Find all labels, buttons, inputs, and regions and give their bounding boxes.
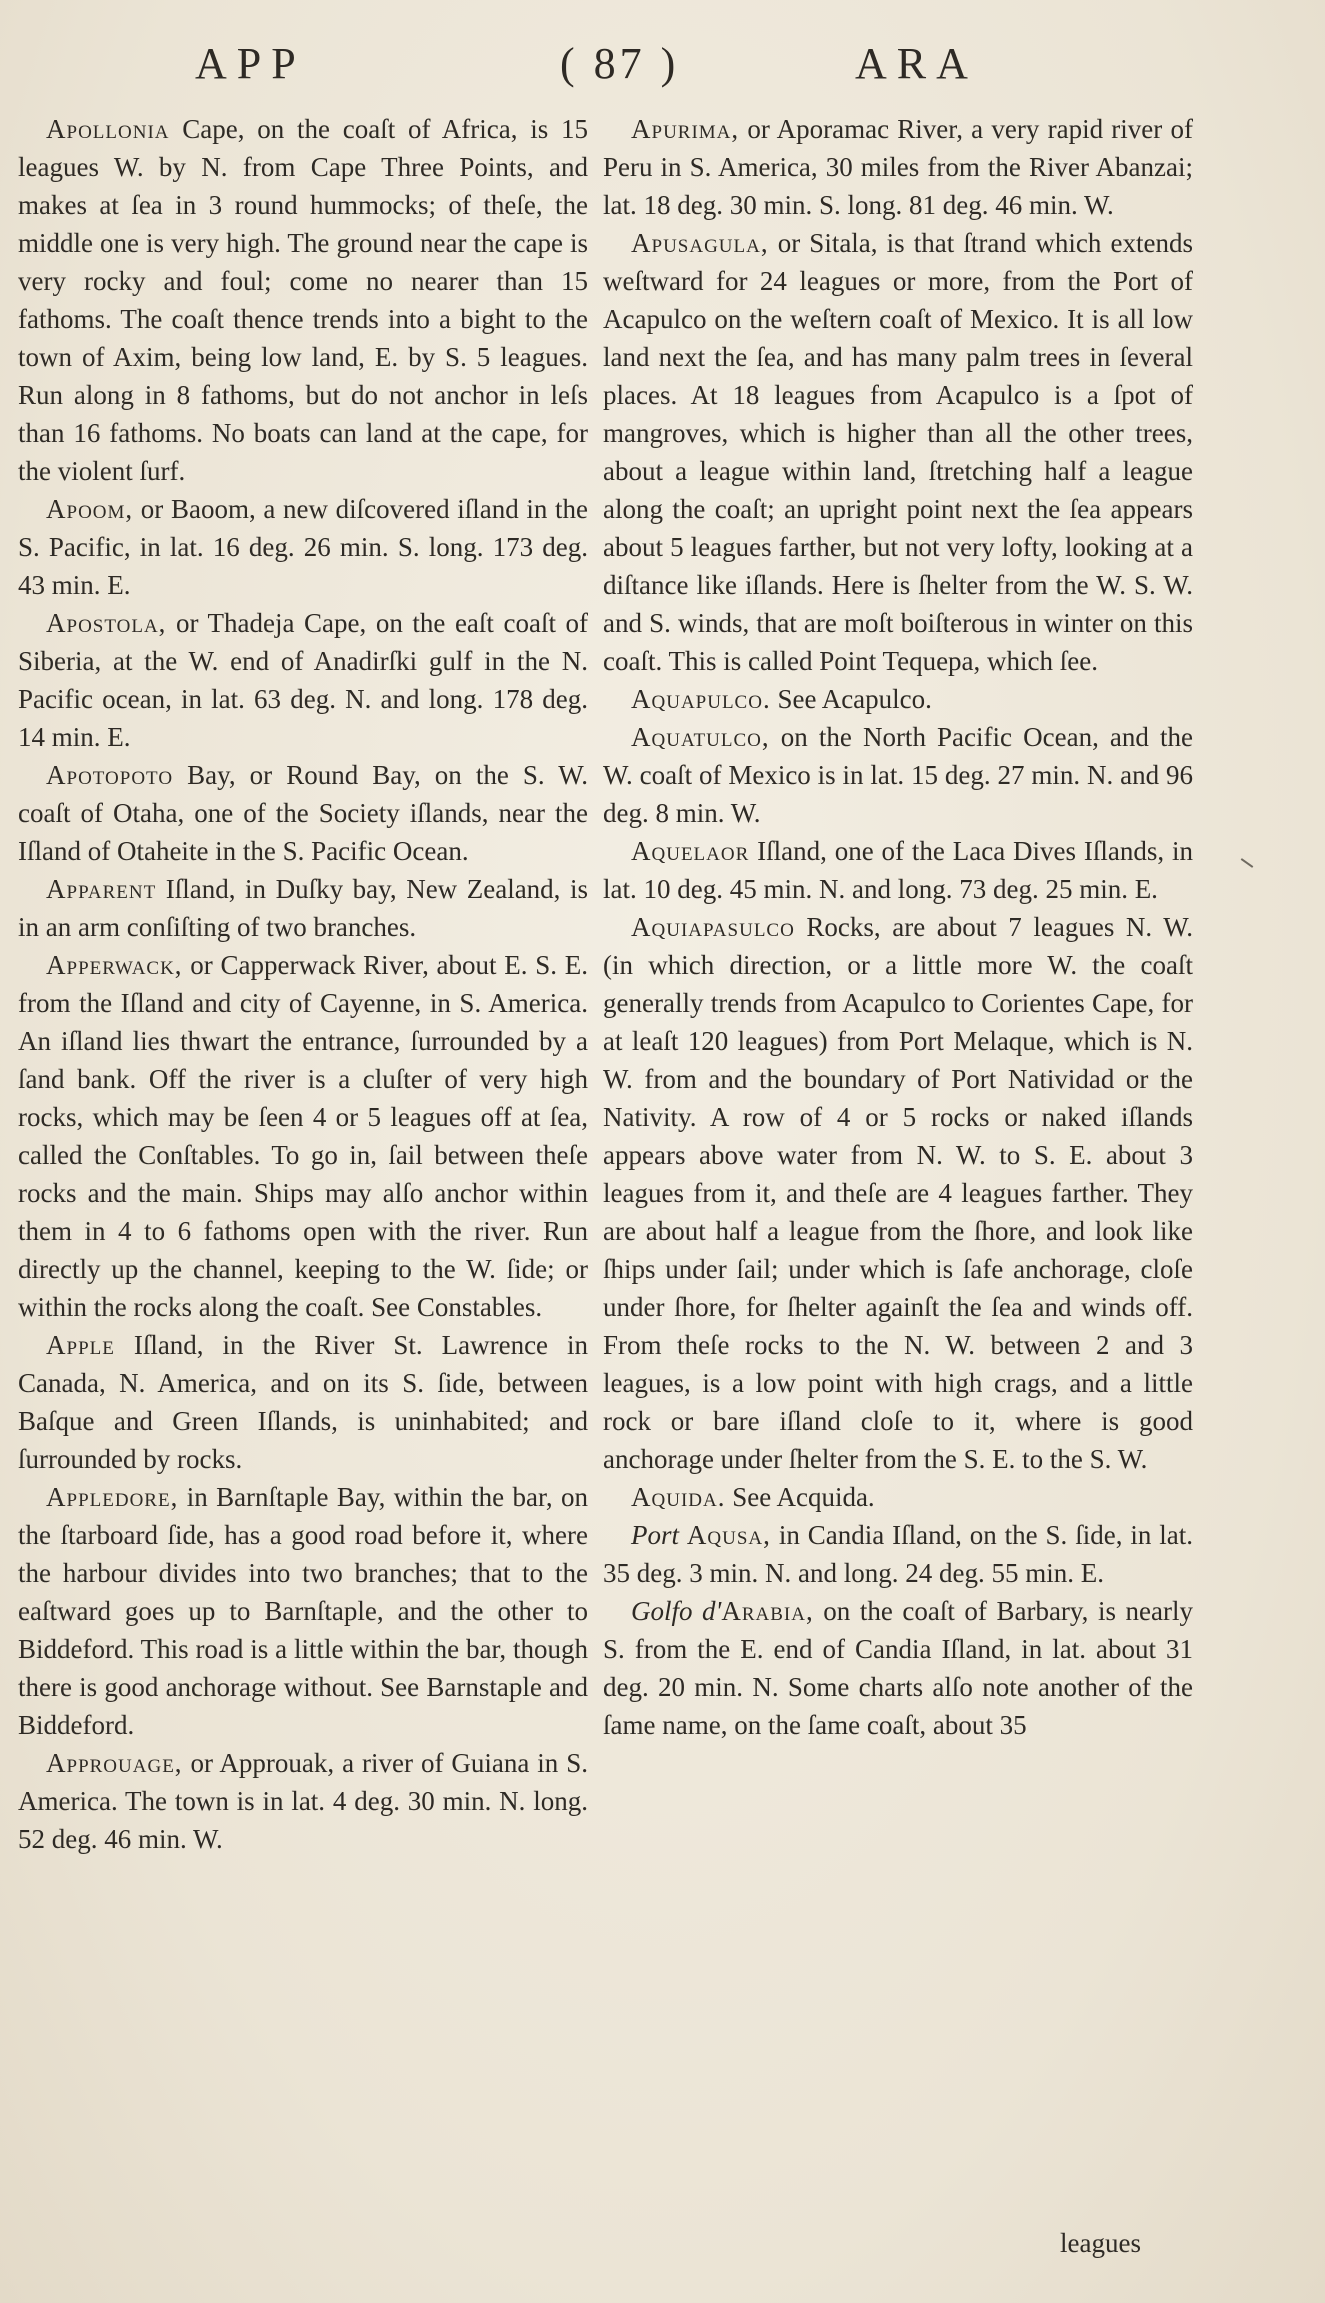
entry-text: Rocks, are about 7 leagues N. W. (in which direction, or a little more W. the coaſt generally trends from Acapulco to Corientes Cape, for at leaſt 120 leagues) from Port Melaque, which is N. W. from and the boundary of Port Natividad or the Nativity. A row of 4 or 5 rocks or naked iſlands appears above water from N. W. to S. E. about 3 leagues from it, and theſe are 4 leagues farther. They are about half a league from the ſhore, and look like ſhips under ſail; under which is ſafe anchorage, cloſe under ſhore, for ſhelter againſt the ſea and winds off. From theſe rocks to the N. W. between 2 and 3 leagues, is a low point with high crags, and a little rock or bare iſland cloſe to it, where is good anchorage under ſhelter from the S. E. to the S. W. [603, 912, 1193, 1474]
margin-mark [1241, 858, 1254, 868]
running-header [0, 30, 1325, 100]
entry-appledore [18, 1478, 588, 1744]
entry-apperwack [18, 946, 588, 1326]
entry-apostola [18, 604, 588, 756]
headword: Appledore, [46, 1482, 179, 1512]
entry-apotopoto [18, 756, 588, 870]
prefix: Golfo d' [631, 1596, 722, 1626]
entry-text: or Thadeja Cape, on the eaſt coaſt of Siberia, at the W. end of Anadirſki gulf in the N. Pacific ocean, in lat. 63 deg. N. and long. 178 deg. 14 min. E. [18, 608, 588, 752]
entry-apoom [18, 490, 588, 604]
entry-aquelaor [603, 832, 1193, 908]
headword: Aquiapasulco [631, 912, 795, 942]
entry-aquida [603, 1478, 1193, 1516]
entry-text: Iſland, in Duſky bay, New Zealand, is in an arm conſiſting of two branches. [18, 874, 588, 942]
entry-text: in Barnſtaple Bay, within the bar, on the ſtarboard ſide, has a good road before it, where the harbour divides into two branches; that to the eaſtward goes up to Barnſtaple, and the other to Biddeford. This road is a little within the bar, though there is good anchorage without. See Barnstaple and Biddeford. [18, 1482, 588, 1740]
headword: Approuage, [46, 1748, 183, 1778]
headword: Apoom, [46, 494, 134, 524]
entry-text: on the North Pacific Ocean, and the W. coaſt of Mexico is in lat. 15 deg. 27 min. N. and 96 deg. 8 min. W. [603, 722, 1193, 828]
entry-arabia [603, 1592, 1193, 1744]
prefix: Port [631, 1520, 680, 1550]
entry-text: or Approuak, a river of Guiana in S. America. The town is in lat. 4 deg. 30 min. N. long. 52 deg. 46 min. W. [18, 1748, 588, 1854]
headword: Apollonia [46, 114, 170, 144]
headword: Apostola, [46, 608, 167, 638]
entry-text: on the coaſt of Barbary, is nearly S. from the E. end of Candia Iſland, in lat. about 31 deg. 20 min. N. Some charts alſo note another of the ſame name, on the ſame coaſt, about 35 [603, 1596, 1194, 1740]
entry-text: Iſland, in the River St. Lawrence in Canada, N. America, and on its S. ſide, between Baſque and Green Iſlands, is uninhabited; and ſurrounded by rocks. [18, 1330, 588, 1474]
entry-apusagula [603, 224, 1193, 680]
entry-text: or Baoom, a new diſcovered iſland in the S. Pacific, in lat. 16 deg. 26 min. S. long. 173 deg. 43 min. E. [18, 494, 588, 600]
headword: Arabia, [721, 1596, 814, 1626]
entry-text: See Acquida. [725, 1482, 875, 1512]
entry-text: See Acapulco. [770, 684, 932, 714]
entry-text: Iſland, one of the Laca Dives Iſlands, in lat. 10 deg. 45 min. N. and long. 73 deg. 25 min. E. [603, 836, 1193, 904]
catchword: leagues [1060, 2228, 1141, 2258]
headword: Aquatulco, [631, 722, 770, 752]
entry-text: Bay, or Round Bay, on the S. W. coaſt of Otaha, one of the Society iſlands, near the Iſland of Otaheite in the S. Pacific Ocean. [18, 760, 588, 866]
entry-aquiapasulco [603, 908, 1193, 1478]
headword: Aquida. [631, 1482, 726, 1512]
entry-text: Cape, on the coaſt of Africa, is 15 leagues W. by N. from Cape Three Points, and makes at ſea in 3 round hummocks; of theſe, the middle one is very high. The ground near the cape is very rocky and foul; come no nearer than 15 fathoms. The coaſt thence trends into a bight to the town of Axim, being low land, E. by S. 5 leagues. Run along in 8 fathoms, but do not anchor in leſs than 16 fathoms. No boats can land at the cape, for the violent ſurf. [18, 114, 588, 486]
headword: Aquapulco. [631, 684, 771, 714]
entry-approuage [18, 1744, 588, 1858]
headword: Apurima, [631, 114, 740, 144]
entry-apple [18, 1326, 588, 1478]
headword: Aquelaor [631, 836, 750, 866]
header-right: ARA [855, 39, 978, 88]
entry-aquapulco [603, 680, 1193, 718]
headword: Apotopoto [46, 760, 174, 790]
header-left: APP [195, 39, 306, 88]
headword: Apperwack, [46, 950, 183, 980]
entry-aqusa [603, 1516, 1193, 1592]
entry-text: in Candia Iſland, on the S. ſide, in lat. 35 deg. 3 min. N. and long. 24 deg. 55 min. E. [603, 1520, 1193, 1588]
headword: Apparent [46, 874, 157, 904]
entry-apparent [18, 870, 588, 946]
entry-text: or Aporamac River, a very rapid river of Peru in S. America, 30 miles from the River Abanzai; lat. 18 deg. 30 min. S. long. 81 deg. 46 min. W. [603, 114, 1193, 220]
left-column [18, 110, 588, 1858]
entry-apollonia [18, 110, 588, 490]
entry-text: or Sitala, is that ſtrand which extends weſtward for 24 leagues or more, from the Port of Acapulco on the weſtern coaſt of Mexico. It is all low land next the ſea, and has many palm trees in ſeveral places. At 18 leagues from Acapulco is a ſpot of mangroves, which is higher than all the other trees, about a league within land, ſtretching half a league along the coaſt; an upright point next the ſea appears about 5 leagues farther, but not very lofty, looking at a diſtance like iſlands. Here is ſhelter from the W. S. W. and S. winds, that are moſt boiſterous in winter on this coaſt. This is called Point Tequepa, which ſee. [603, 228, 1193, 676]
page-number: ( 87 ) [560, 39, 680, 88]
entry-aquatulco [603, 718, 1193, 832]
headword: Aqusa, [686, 1520, 771, 1550]
right-column [603, 110, 1193, 1744]
entry-apurima [603, 110, 1193, 224]
headword: Apusagula, [631, 228, 769, 258]
headword: Apple [46, 1330, 115, 1360]
entry-text: or Capperwack River, about E. S. E. from the Iſland and city of Cayenne, in S. America. An iſland lies thwart the entrance, ſurrounded by a ſand bank. Off the river is a cluſter of very high rocks, which may be ſeen 4 or 5 leagues off at ſea, called the Conſtables. To go in, ſail between theſe rocks and the main. Ships may alſo anchor within them in 4 to 6 fathoms open with the river. Run directly up the channel, keeping to the W. ſide; or within the rocks along the coaſt. See Constables. [18, 950, 588, 1322]
